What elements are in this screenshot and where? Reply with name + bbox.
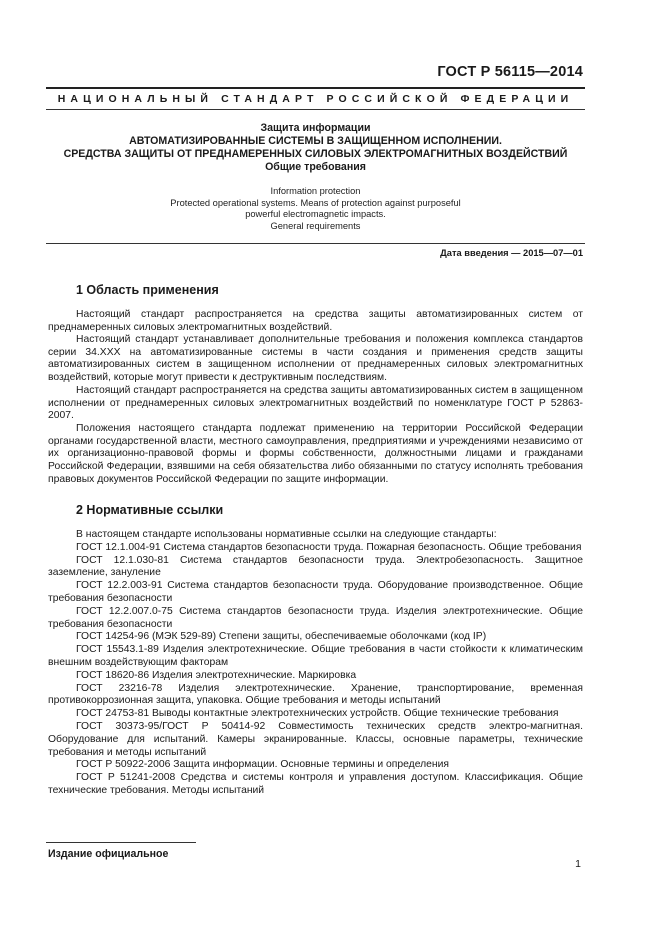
national-standard-banner: НАЦИОНАЛЬНЫЙ СТАНДАРТ РОССИЙСКОЙ ФЕДЕРАЦИИ xyxy=(57,93,574,105)
reference-item: ГОСТ 12.1.030-81 Система стандартов безопасности труда. Электробезопасность. Защитное заземление, зануление xyxy=(48,554,583,579)
english-title-line-1: Information protection xyxy=(270,186,361,196)
references-intro: В настоящем стандарте использованы нормативные ссылки на следующие стандарты: xyxy=(76,529,497,540)
reference-item: ГОСТ 18620-86 Изделия электротехнические. Маркировка xyxy=(76,669,357,681)
normative-references-list xyxy=(48,529,583,798)
header-rule xyxy=(46,87,585,89)
section-1-paragraph-1: Настоящий стандарт распространяется на средства защиты автоматизированных систем от преднамеренных силовых электромагнитных воздействий. xyxy=(48,309,583,333)
english-title-line-2: Protected operational systems. Means of protection against purposeful xyxy=(170,197,461,208)
title-rule xyxy=(46,243,585,244)
standard-number: ГОСТ Р 56115—2014 xyxy=(437,64,583,80)
section-1-paragraph-2: Настоящий стандарт устанавливает дополнительные требования и положения комплекса стандартов серии 34.ХХХ на автоматизированные системы в части создания и применения средств защиты автоматизированных систем в защищенном исполнении от преднамеренных силовых электромагнитных воздействий, которые могут привести к деструктивным последствиям. xyxy=(48,334,583,384)
title-line-2: АВТОМАТИЗИРОВАННЫЕ СИСТЕМЫ В ЗАЩИЩЕННОМ ИСПОЛНЕНИИ. xyxy=(129,135,502,147)
footer-rule xyxy=(46,842,196,843)
reference-item: ГОСТ 30373-95/ГОСТ Р 50414-92 Совместимость технических средств электро-магнитная. Оборудование для испытаний. Камеры экранированные. Классы, основные параметры, технические требования и методы испытаний xyxy=(48,720,583,758)
english-title xyxy=(46,186,585,233)
reference-item: ГОСТ 12.2.007.0-75 Система стандартов безопасности труда. Изделия электротехнические. Общие требования безопасности xyxy=(48,605,583,630)
reference-item: ГОСТ 24753-81 Выводы контактные электротехнических устройств. Общие технические требования xyxy=(76,708,559,720)
official-edition-label: Издание официальное xyxy=(48,848,169,860)
document-title xyxy=(46,122,585,174)
title-line-1: Защита информации xyxy=(260,122,371,134)
introduction-date: Дата введения — 2015—07—01 xyxy=(440,248,583,258)
section-2-heading: 2 Нормативные ссылки xyxy=(76,503,224,517)
english-title-line-3: powerful electromagnetic impacts. xyxy=(245,209,386,220)
section-1-heading: 1 Область применения xyxy=(76,283,219,297)
english-title-line-4: General requirements xyxy=(270,221,361,232)
reference-item: ГОСТ 15543.1-89 Изделия электротехнические. Общие требования в части стойкости к климатическим внешним воздействующим факторам xyxy=(48,644,583,668)
reference-item: ГОСТ Р 50922-2006 Защита информации. Основные термины и определения xyxy=(76,759,449,771)
reference-item: ГОСТ Р 51241-2008 Средства и системы контроля и управления доступом. Классификация. Общие технические требования. Методы испытаний xyxy=(48,772,583,796)
banner-rule xyxy=(46,109,585,110)
reference-item: ГОСТ 12.2.003-91 Система стандартов безопасности труда. Оборудование производственное. Общие требования безопасности xyxy=(48,580,583,604)
section-1-paragraph-3: Настоящий стандарт распространяется на средства защиты автоматизированных систем в защищенном исполнении от преднамеренных силовых электромагнитных воздействий по номенклатуре ГОСТ Р 52863-2007. xyxy=(48,385,583,422)
reference-item: ГОСТ 14254-96 (МЭК 529-89) Степени защиты, обеспечиваемые оболочками (код IP) xyxy=(76,631,487,643)
reference-item: ГОСТ 12.1.004-91 Система стандартов безопасности труда. Пожарная безопасность. Общие требования xyxy=(76,541,582,553)
page-number: 1 xyxy=(575,858,581,870)
reference-item: ГОСТ 23216-78 Изделия электротехнические. Хранение, транспортирование, временная противокоррозионная защита, упаковка. Общие требования и методы испытаний xyxy=(48,682,583,707)
title-line-4: Общие требования xyxy=(265,161,366,173)
title-line-3: СРЕДСТВА ЗАЩИТЫ ОТ ПРЕДНАМЕРЕННЫХ СИЛОВЫХ ЭЛЕКТРОМАГНИТНЫХ ВОЗДЕЙСТВИЙ xyxy=(63,148,568,160)
section-1-paragraph-4: Положения настоящего стандарта подлежат применению на территории Российской Федерации органами государственной власти, местного самоуправления, предприятиями и учреждениями независимо от их организационно-правовой формы и формы собственности, должностными лицами и гражданами Российской Федерации, взявшими на себя обязательства либо обязанными по статусу исполнять требования правовых документов Российской Федерации по защите информации. xyxy=(48,423,583,485)
